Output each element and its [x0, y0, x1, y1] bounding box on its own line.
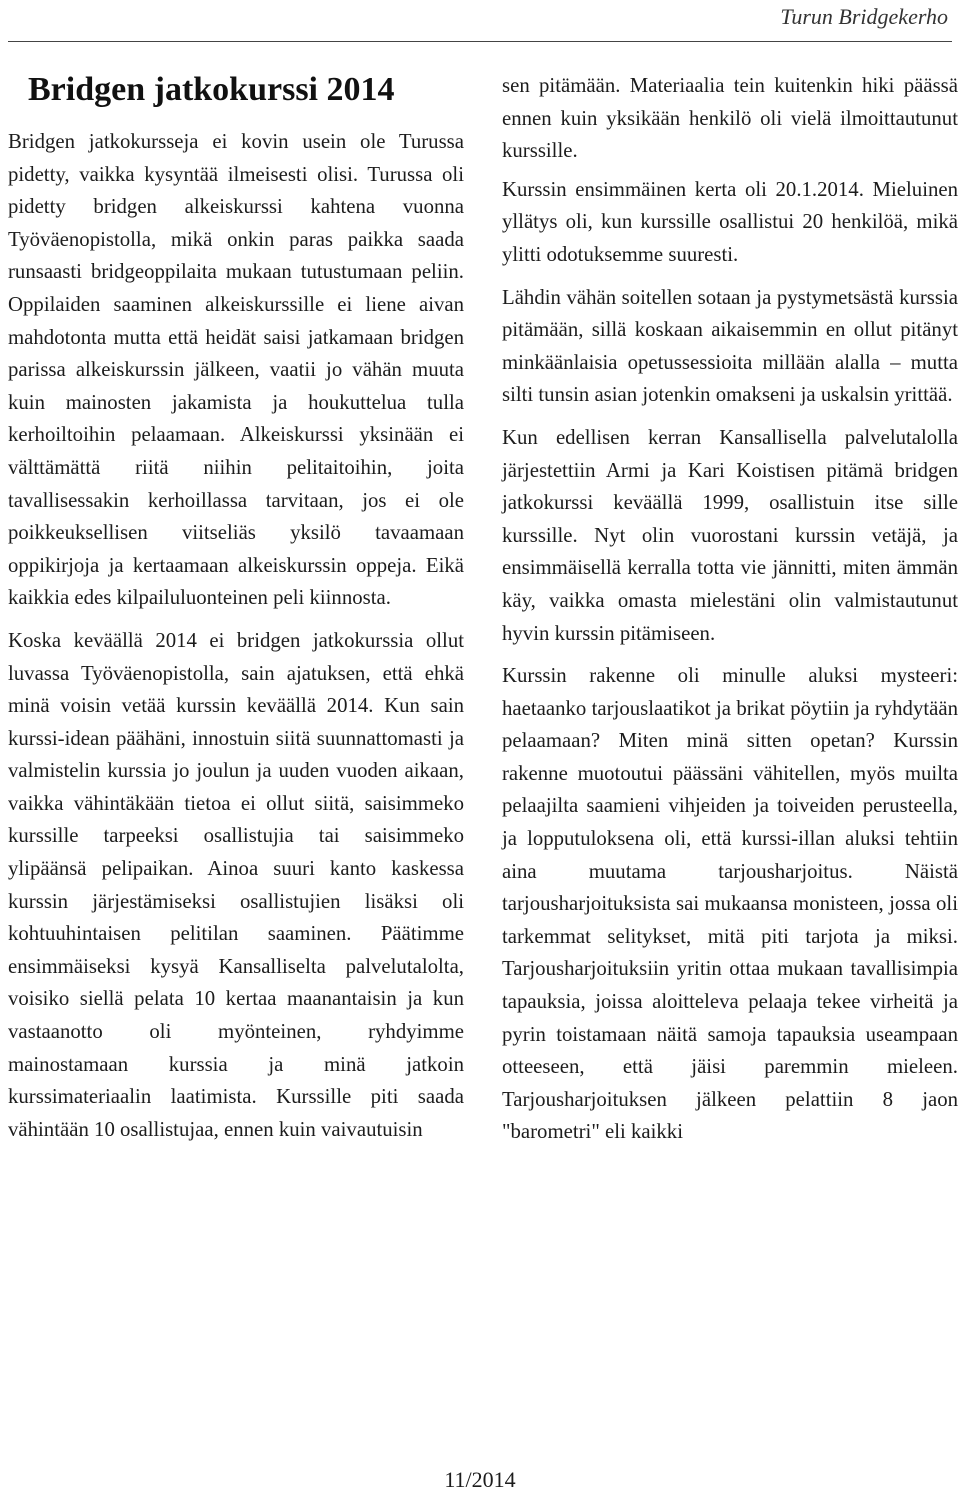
paragraph: Kun edellisen kerran Kansallisella palvelutalolla järjestettiin Armi ja Kari Koistisen pitämä bridgen jatkokurssi keväällä 1999, osallistuin itse sille kurssille. Nyt olin vuorostani kurssin vetäjä, ja ensimmäisellä kerralla totta vie jännitti, miten ämmän käy, vaikka omasta mielestäni olin valmistautunut hyvin kurssin pitämiseen.: [502, 425, 958, 645]
right-column: [502, 70, 958, 1159]
paragraph: Koska keväällä 2014 ei bridgen jatkokurssia ollut luvassa Työväenopistolla, sain ajatuksen, että ehkä minä voisin vetää kurssin keväällä 2014. Kun sain kurssi-idean päähäni, innostuin siitä suunnattomasti ja valmistelin kurssia jo joulun ja uuden vuoden aikaan, vaikka vähintäkään tietoa ei ollut siitä, saisimmeko kurssille tarpeeksi osallistujia tai saisimmeko ylipäänsä pelipaikan. Ainoa suuri kanto kaskessa kurssin järjestämiseksi osallistujien lisäksi oli kohtuuhintaisen pelitilan saaminen. Päätimme ensimmäiseksi kysyä Kansalliselta palvelutalolta, voisiko siellä pelata 10 kertaa maanantaisin ja kun vastaanotto oli myönteinen, ryhdyimme mainostamaan kurssia ja minä jatkoin kurssimateriaalin laatimista. Kurssille piti saada vähintään 10 osallistujaa, ennen kuin vaivautuisin: [8, 628, 464, 1141]
page-header: [8, 0, 952, 42]
paragraph: Kurssin ensimmäinen kerta oli 20.1.2014. Mieluinen yllätys oli, kun kurssille osallistui 20 henkilöä, mikä ylitti odotuksemme suuresti.: [502, 177, 958, 266]
left-column: [8, 56, 464, 1156]
paragraph: Bridgen jatkokursseja ei kovin usein ole Turussa pidetty, vaikka kysyntää ilmeisesti olisi. Turussa oli pidetty bridgen alkeiskurssi kahtena vuonna Työväenopistolla, mikä onkin paras paikka saada runsaasti bridgeoppilaita mukaan tutustumaan peliin. Oppilaiden saaminen alkeiskurssille ei liene aivan mahdotonta mutta että heidät saisi jatkamaan bridgen parissa alkeiskurssin jälkeen, vaatii jo vähän muuta kuin mainosten jakamista ja houkuttelua tulla kerhoiltoihin pelaamaan. Alkeiskurssi yksinään ei välttämättä riitä niihin pelitaitoihin, joita tavallisessakin kerhoillassa tarvitaan, jos ei ole poikkeuksellisen viitseliäs yksilö tavaamaan oppikirjoja ja kertaamaan alkeiskurssin oppeja. Eikä kaikkia edes kilpailuluonteinen peli kiinnosta.: [8, 130, 464, 610]
paragraph: Kurssin rakenne oli minulle aluksi mysteeri: haetaanko tarjouslaatikot ja brikat pöytiin ja ryhdytään pelaamaan? Miten minä sitten opetan? Kurssin rakenne muotoutui päässäni vähitellen, myös muilta pelaajilta saamieni vihjeiden ja toiveiden perusteella, ja lopputuloksena oli, että kurssi-illan aluksi tehtiin aina muutama tarjousharjoitus. Näistä tarjousharjoituksista sai mukaansa monisteen, jossa oli tarkemmat selitykset, mitä piti tarjota ja miksi. Tarjousharjoituksiin yritin ottaa mukaan tavallisimpia tapauksia, joissa aloitteleva pelaaja tekee virheitä ja pyrin toistamaan näitä samoja tapauksia useampaan otteeseen, että jäisi paremmin mieleen. Tarjousharjoituksen jälkeen pelattiin 8 jaon "barometri" eli kaikki: [502, 664, 958, 1144]
issue-number: 11/2014: [444, 1467, 516, 1492]
article-title: Bridgen jatkokurssi 2014: [28, 71, 395, 108]
paragraph: Lähdin vähän soitellen sotaan ja pystymetsästä kurssia pitämään, sillä koskaan aikaisemmin en ollut pitänyt minkäänlaisia opetussessioita millään alalla – mutta silti tunsin asian jotenkin omakseni ja uskalsin yrittää.: [502, 285, 958, 407]
journal-name: Turun Bridgekerho: [780, 4, 948, 29]
paragraph: sen pitämään. Materiaalia tein kuitenkin hiki päässä ennen kuin yksikään henkilö oli vielä ilmoittautunut kurssille.: [502, 74, 958, 163]
